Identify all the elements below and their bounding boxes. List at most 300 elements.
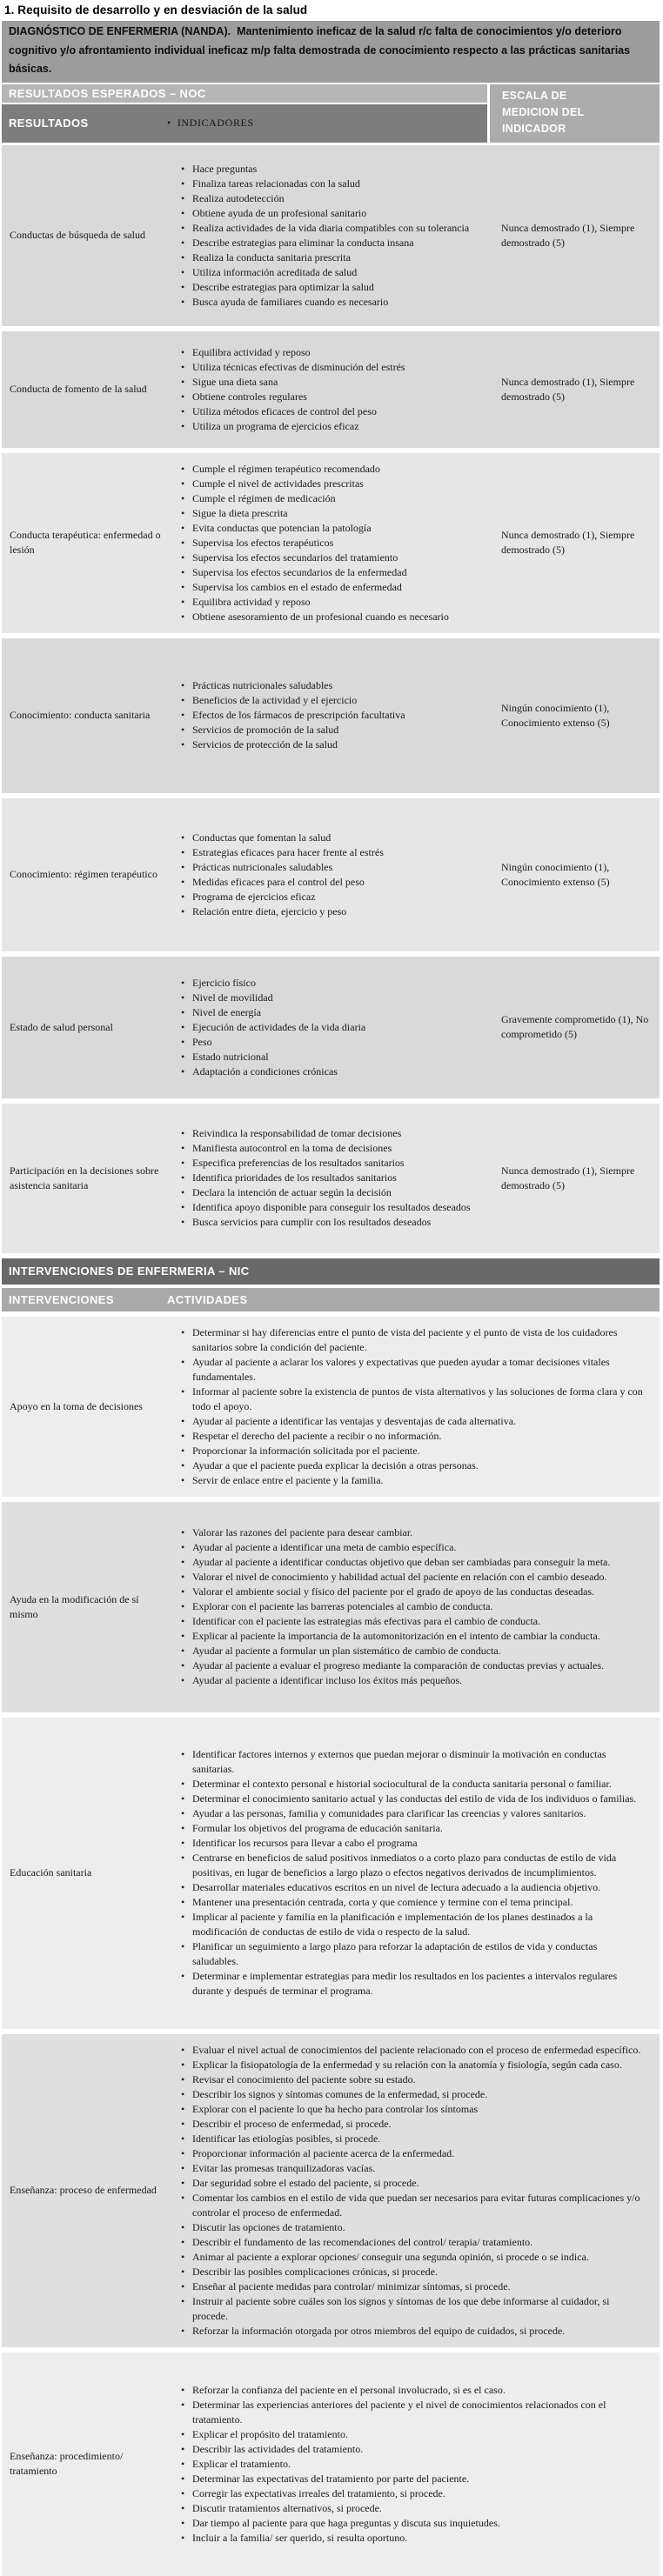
bullet-icon: • <box>181 2176 185 2189</box>
bullet-icon: • <box>181 595 185 608</box>
bullet-text: Centrarse en beneficios de salud positivos inmediatos o a corto plazo para conductas de estilo de vida positivas, en lugar de beneficios a largo plazo o efectos negativos derivados de incumplimientos. <box>192 1852 617 1879</box>
bullet-text: Describir el proceso de enfermedad, si procede. <box>192 2117 392 2130</box>
bullet-item <box>181 1525 644 1540</box>
scale-cell: Nunca demostrado (1), Siempre demostrado (5) <box>501 529 635 556</box>
bullet-text: Incluir a la familia/ ser querido, si resulta oportuno. <box>192 2531 408 2544</box>
bullet-icon: • <box>181 1881 185 1893</box>
bullet-text: Implicar al paciente y familia en la planificación e implementación de los planes destinados a la modificación de conductas de estilo de vida o respecto de la salud. <box>192 1911 593 1938</box>
bullet-item <box>181 250 474 265</box>
bullet-icon: • <box>181 580 185 593</box>
noc-row <box>2 1104 660 1253</box>
bullet-item <box>181 723 474 737</box>
bullet-icon: • <box>181 1970 185 1982</box>
bullet-text: Ayudar a las personas, familia y comunidades para clarificar las creencias y valores sanitarios. <box>192 1807 586 1819</box>
bullet-item <box>181 221 474 236</box>
bullet-icon: • <box>181 1142 185 1154</box>
bullet-icon: • <box>181 2265 185 2278</box>
bullet-item <box>181 875 474 890</box>
bullet-icon: • <box>181 477 185 490</box>
bullet-text: Conductas que fomentan la salud <box>192 831 332 844</box>
bullet-item <box>181 737 474 752</box>
bullet-item <box>181 2294 644 2324</box>
nanda-diagnosis-label: DIAGNÓSTICO DE ENFERMERIA (NANDA). <box>9 25 231 37</box>
nic-column-headers <box>2 1288 660 1311</box>
bullet-text: Realiza la conducta sanitaria prescrita <box>192 250 351 264</box>
bullet-item <box>181 1629 644 1644</box>
bullet-icon: • <box>181 221 185 234</box>
activities-cell <box>176 2034 660 2347</box>
bullet-text: Dar seguridad sobre el estado del paciente, si procede. <box>192 2176 419 2189</box>
bullet-item <box>181 2043 644 2058</box>
activities-cell <box>176 1317 660 1497</box>
bullet-icon: • <box>181 1035 185 1048</box>
bullet-icon: • <box>181 904 185 918</box>
bullet-text: Proporcionar la información solicitada por el paciente. <box>192 1444 420 1457</box>
bullet-icon: • <box>181 1940 185 1952</box>
bullet-text: Ejecución de actividades de la vida diaria <box>192 1020 366 1033</box>
bullet-item <box>181 2132 644 2146</box>
bullet-text: Identifica apoyo disponible para conseguir los resultados deseados <box>192 1201 471 1213</box>
bullet-icon: • <box>181 2501 185 2514</box>
bullet-icon: • <box>181 2058 185 2071</box>
bullet-text: Busca ayuda de familiares cuando es necesario <box>192 295 389 308</box>
noc-table-body <box>0 145 663 1253</box>
intervention-cell: Educación sanitaria <box>10 1866 92 1879</box>
bullet-icon: • <box>181 1556 185 1568</box>
bullet-icon: • <box>181 1050 185 1063</box>
bullet-text: Cumple el régimen terapéutico recomendado <box>192 462 380 475</box>
bullet-icon: • <box>181 1020 185 1033</box>
bullet-icon: • <box>181 1896 185 1908</box>
bullet-text: Manifiesta autocontrol en la toma de decisiones <box>192 1142 392 1154</box>
bullet-item <box>181 1747 644 1777</box>
bullet-text: Ayudar al paciente a evaluar el progreso mediante la comparación de conductas previas y actuales. <box>192 1659 605 1672</box>
bullet-item <box>181 1969 644 1999</box>
bullet-item <box>181 845 474 860</box>
bullet-item <box>181 1614 644 1629</box>
column-header-indicadores <box>167 117 254 130</box>
page-title: 1. Requisito de desarrollo y en desviación de la salud <box>4 3 308 17</box>
bullet-text: Enseñar al paciente medidas para controlar/ minimizar síntomas, si procede. <box>192 2279 511 2292</box>
indicators-cell <box>176 670 490 761</box>
bullet-item <box>181 491 474 506</box>
bullet-item <box>181 1005 474 1020</box>
activities-cell <box>176 1517 660 1697</box>
bullet-item <box>181 295 474 310</box>
noc-section-title: RESULTADOS ESPERADOS – NOC <box>2 84 487 103</box>
bullet-item <box>181 390 474 404</box>
bullet-text: Determinar e implementar estrategias para medir los resultados en los pacientes a intervalos regulares durante y después de terminar el programa. <box>192 1970 618 1997</box>
bullet-item <box>181 2531 644 2546</box>
bullet-item <box>181 280 474 295</box>
bullet-icon: • <box>181 709 185 721</box>
bullet-text: Ayudar al paciente a identificar las ventajas y desventajas de cada alternativa. <box>192 1414 517 1427</box>
bullet-text: Animar al paciente a explorar opciones/ conseguir una segunda opinión, si procede o se indica. <box>192 2250 589 2263</box>
bullet-item <box>181 1570 644 1585</box>
bullet-item <box>181 1171 474 1185</box>
bullet-icon: • <box>181 2279 185 2292</box>
bullet-icon: • <box>181 831 185 844</box>
bullet-item <box>181 2398 644 2427</box>
bullet-text: Corregir las expectativas irreales del tratamiento, si procede. <box>192 2486 445 2499</box>
bullet-icon: • <box>181 1630 185 1642</box>
bullet-icon: • <box>181 1216 185 1228</box>
bullet-text: Supervisa los cambios en el estado de enfermedad <box>192 580 402 593</box>
bullet-text: Explicar al paciente la importancia de la automonitorización en el intento de cambiar la conducta. <box>192 1630 600 1642</box>
bullet-icon: • <box>181 1541 185 1553</box>
bullet-text: Describe estrategias para eliminar la conducta insana <box>192 236 414 249</box>
bullet-icon: • <box>181 521 185 534</box>
bullet-text: Ayudar al paciente a identificar conductas objetivo que deban ser cambiadas para conseguir la meta. <box>192 1556 611 1568</box>
bullet-item <box>181 1050 474 1064</box>
bullet-item <box>181 693 474 708</box>
nic-row <box>2 1317 660 1497</box>
bullet-item <box>181 2161 644 2176</box>
bullet-item <box>181 2072 644 2087</box>
bullet-item <box>181 2265 644 2279</box>
bullet-icon: • <box>181 375 185 388</box>
bullet-icon: • <box>181 1778 185 1790</box>
bullet-text: Utiliza información acreditada de salud <box>192 265 358 278</box>
bullet-item <box>181 1325 644 1355</box>
bullet-item <box>181 162 474 177</box>
scale-cell: Ningún conocimiento (1), Conocimiento extenso (5) <box>501 860 610 888</box>
bullet-text: Equilibra actividad y reposo <box>192 595 311 608</box>
nanda-diagnosis-box <box>2 21 660 83</box>
bullet-item <box>181 2102 644 2117</box>
bullet-item <box>181 1385 644 1414</box>
bullet-text: Proporcionar información al paciente acerca de la enfermedad. <box>192 2146 455 2159</box>
activity-list <box>181 1747 644 1999</box>
bullet-item <box>181 177 474 191</box>
bullet-icon: • <box>181 1171 185 1184</box>
bullet-item <box>181 860 474 875</box>
indicator-list <box>181 1126 474 1230</box>
bullet-icon: • <box>181 2043 185 2056</box>
bullet-text: Explorar con el paciente las barreras potenciales al cambio de conducta. <box>192 1600 493 1612</box>
bullet-text: Informar al paciente sobre la existencia de puntos de vista alternativos y las soluciones de forma clara y con todo el apoyo. <box>192 1385 643 1412</box>
bullet-icon: • <box>181 2457 185 2470</box>
bullet-item <box>181 1035 474 1050</box>
bullet-icon: • <box>181 2427 185 2440</box>
bullet-text: Prácticas nutricionales saludables <box>192 679 333 691</box>
bullet-item <box>181 1444 644 1458</box>
bullet-item <box>181 708 474 723</box>
bullet-item <box>181 1792 644 1806</box>
bullet-icon: • <box>181 2132 185 2145</box>
bullet-text: Obtiene ayuda de un profesional sanitario <box>192 206 367 219</box>
bullet-icon: • <box>181 2516 185 2529</box>
bullet-item <box>181 1895 644 1910</box>
bullet-icon: • <box>181 390 185 403</box>
bullet-icon: • <box>181 845 185 858</box>
indicator-list <box>181 345 474 434</box>
bullet-text: Reforzar la información otorgada por otros miembros del equipo de cuidados, si procede. <box>192 2324 566 2337</box>
bullet-text: Prácticas nutricionales saludables <box>192 860 333 873</box>
bullet-item <box>181 580 474 595</box>
nic-row <box>2 2034 660 2347</box>
nanda-diagnosis-text: Mantenimiento ineficaz de la salud r/c falta de conocimientos y/o deterioro cognitivo y/o afrontamiento individual ineficaz m/p falta demostrada de conocimiento respecto a las prácticas sanitarias básicas. <box>9 25 631 75</box>
bullet-text: Supervisa los efectos secundarios de la enfermedad <box>192 565 407 578</box>
bullet-icon: • <box>181 1325 185 1338</box>
bullet-text: Evita conductas que potencian la patología <box>192 521 372 534</box>
bullet-item <box>181 1414 644 1429</box>
bullet-icon: • <box>181 360 185 373</box>
bullet-text: Respetar el derecho del paciente a recibir o no información. <box>192 1429 442 1442</box>
bullet-text: Determinar las expectativas del tratamiento por parte del paciente. <box>192 2472 470 2485</box>
indicators-cell <box>176 1118 490 1238</box>
bullet-item <box>181 678 474 693</box>
bullet-item <box>181 1540 644 1555</box>
bullet-text: Valorar el ambiente social y físico del paciente por el grado de apoyo de las conductas deseadas. <box>192 1585 595 1598</box>
bullet-item <box>181 1185 474 1200</box>
bullet-item <box>181 2442 644 2457</box>
bullet-item <box>181 506 474 521</box>
bullet-icon: • <box>181 976 185 989</box>
bullet-text: Ayudar al paciente a aclarar los valores y expectativas que pueden ayudar a tomar decisiones vitales fundamentales. <box>192 1355 610 1383</box>
bullet-item <box>181 1821 644 1836</box>
bullet-text: Sigue una dieta sana <box>192 375 278 388</box>
nic-row <box>2 2352 660 2576</box>
bullet-icon: • <box>181 1837 185 1849</box>
bullet-icon: • <box>181 536 185 549</box>
result-cell: Conducta de fomento de la salud <box>10 383 147 395</box>
bullet-text: Ayudar al paciente a identificar una meta de cambio específica. <box>192 1541 457 1553</box>
bullet-icon: • <box>181 2117 185 2130</box>
bullet-item <box>181 976 474 991</box>
bullet-item <box>181 1585 644 1599</box>
bullet-icon: • <box>181 610 185 623</box>
bullet-item <box>181 404 474 419</box>
bullet-text: Instruir al paciente sobre cuáles son los signos y síntomas de los que debe informarse al cuidador, si procede. <box>192 2294 610 2322</box>
noc-header <box>2 84 660 143</box>
bullet-item <box>181 1910 644 1939</box>
bullet-icon: • <box>181 1911 185 1923</box>
bullet-text: Medidas eficaces para el control del peso <box>192 875 365 888</box>
bullet-icon: • <box>181 2294 185 2307</box>
bullet-icon: • <box>181 1674 185 1686</box>
activities-cell <box>176 2374 660 2554</box>
bullet-text: Nivel de energía <box>192 1005 262 1018</box>
bullet-item <box>181 1141 474 1156</box>
bullet-item <box>181 904 474 919</box>
bullet-text: Equilibra actividad y reposo <box>192 345 311 358</box>
intervention-cell: Enseñanza: procedimiento/ tratamiento <box>10 2450 124 2477</box>
bullet-text: Explicar el tratamiento. <box>192 2457 291 2470</box>
bullet-text: Reforzar la confianza del paciente en el personal involucrado, si es el caso. <box>192 2383 506 2396</box>
bullet-text: Evitar las promesas tranquilizadoras vacías. <box>192 2161 376 2174</box>
bullet-item <box>181 2087 644 2102</box>
bullet-text: Describir el fundamento de las recomendaciones del control/ terapia/ tratamiento. <box>192 2235 533 2248</box>
indicators-cell <box>176 453 490 633</box>
bullet-item <box>181 1458 644 1473</box>
bullet-icon: • <box>181 2191 185 2204</box>
bullet-icon: • <box>181 345 185 358</box>
bullet-text: Supervisa los efectos secundarios del tratamiento <box>192 551 398 564</box>
bullet-text: Utiliza un programa de ejercicios eficaz <box>192 419 359 432</box>
bullet-text: Explicar la fisiopatología de la enfermedad y su relación con la anatomía y fisiología, según cada caso. <box>192 2058 622 2071</box>
bullet-text: Determinar si hay diferencias entre el punto de vista del paciente y el punto de vista de los cuidadores sanitarios sobre la condición del paciente. <box>192 1325 618 1353</box>
bullet-icon: • <box>181 1615 185 1627</box>
bullet-item <box>181 1064 474 1079</box>
noc-row <box>2 453 660 633</box>
bullet-icon: • <box>181 2235 185 2248</box>
scale-cell: Nunca demostrado (1), Siempre demostrado (5) <box>501 375 635 403</box>
bullet-item <box>181 2472 644 2486</box>
bullet-text: Valorar las razones del paciente para desear cambiar. <box>192 1526 413 1538</box>
bullet-item <box>181 1200 474 1215</box>
bullet-text: Utiliza técnicas efectivas de disminución del estrés <box>192 360 405 373</box>
column-header-actividades: ACTIVIDADES <box>167 1292 248 1306</box>
bullet-icon: • <box>181 1748 185 1760</box>
indicator-list <box>181 976 474 1079</box>
activity-list <box>181 2383 644 2546</box>
bullet-text: Servicios de protección de la salud <box>192 738 338 751</box>
nic-row <box>2 1718 660 2029</box>
bullet-item <box>181 1473 644 1488</box>
bullet-item <box>181 565 474 580</box>
bullet-text: Realiza autodetección <box>192 191 285 204</box>
bullet-text: Servir de enlace entre el paciente y la familia. <box>192 1473 384 1486</box>
bullet-text: Hace preguntas <box>192 162 258 175</box>
bullet-item <box>181 1806 644 1821</box>
bullet-icon: • <box>181 2072 185 2085</box>
bullet-text: Identificar con el paciente las estrategias más efectivas para el cambio de conducta. <box>192 1615 541 1627</box>
bullet-icon: • <box>181 2220 185 2233</box>
bullet-text: Cumple el nivel de actividades prescritas <box>192 477 364 490</box>
noc-row <box>2 638 660 793</box>
bullet-icon: • <box>181 419 185 432</box>
bullet-text: Cumple el régimen de medicación <box>192 491 336 504</box>
bullet-item <box>181 1836 644 1851</box>
bullet-text: Servicios de promoción de la salud <box>192 724 339 736</box>
bullet-text: Declara la intención de actuar según la decisión <box>192 1186 392 1198</box>
bullet-item <box>181 419 474 434</box>
bullet-icon: • <box>181 1201 185 1213</box>
noc-column-headers <box>2 104 487 143</box>
result-cell: Conocimiento: régimen terapéutico <box>10 868 157 880</box>
bullet-item <box>181 2191 644 2220</box>
bullet-icon: • <box>181 1822 185 1834</box>
bullet-icon: • <box>181 162 185 175</box>
bullet-text: Mantener una presentación centrada, corta y que comience y termine con el tema principal. <box>192 1896 573 1908</box>
intervention-cell: Enseñanza: proceso de enfermedad <box>10 2184 157 2196</box>
noc-row <box>2 798 660 951</box>
bullet-text: Determinar el contexto personal e historial sociocultural de la conducta sanitaria personal o familiar. <box>192 1778 612 1790</box>
bullet-text: Identifica prioridades de los resultados sanitarios <box>192 1171 397 1184</box>
document-page <box>0 3 663 2544</box>
indicators-cell <box>176 967 490 1088</box>
bullet-item <box>181 890 474 904</box>
bullet-icon: • <box>181 1792 185 1805</box>
bullet-text: Programa de ejercicios eficaz <box>192 890 316 903</box>
bullet-icon: • <box>181 1157 185 1169</box>
indicator-list <box>181 462 474 624</box>
bullet-icon: • <box>181 565 185 578</box>
bullet-item <box>181 521 474 536</box>
scale-cell: Nunca demostrado (1), Siempre demostrado (5) <box>501 221 635 249</box>
bullet-item <box>181 1777 644 1792</box>
bullet-item <box>181 1215 474 1230</box>
bullet-icon: • <box>181 679 185 691</box>
bullet-icon: • <box>181 1585 185 1598</box>
bullet-item <box>181 1156 474 1171</box>
scale-cell: Gravemente comprometido (1), No comprometido (5) <box>501 1013 649 1040</box>
bullet-icon: • <box>181 1127 185 1139</box>
column-header-intervenciones: INTERVENCIONES <box>9 1292 114 1306</box>
bullet-text: Comentar los cambios en el estilo de vida que puedan ser necesarios para evitar futuras complicaciones y/o controlar el proceso de enfermedad. <box>192 2191 640 2219</box>
result-cell: Conductas de búsqueda de salud <box>10 229 145 241</box>
bullet-text: Determinar el conocimiento sanitario actual y las conductas del estilo de vida de los individuos o familias. <box>192 1792 637 1805</box>
bullet-text: Obtiene asesoramiento de un profesional cuando es necesario <box>192 610 449 623</box>
bullet-icon: • <box>181 1005 185 1018</box>
bullet-text: Describir las posibles complicaciones crónicas, si procede. <box>192 2265 438 2278</box>
bullet-item <box>181 265 474 280</box>
bullet-text: Discutir las opciones de tratamiento. <box>192 2220 345 2233</box>
bullet-item <box>181 551 474 565</box>
bullet-icon: • <box>181 1852 185 1864</box>
bullet-text: Reivindica la responsabilidad de tomar decisiones <box>192 1127 402 1139</box>
bullet-text: Peso <box>192 1035 212 1048</box>
bullet-text: Identificar las etiologías posibles, si procede. <box>192 2132 381 2145</box>
bullet-text: Identificar factores internos y externos que puedan mejorar o disminuir la motivación en conductas sanitarias. <box>192 1748 606 1775</box>
noc-row <box>2 145 660 326</box>
bullet-item <box>181 2516 644 2531</box>
bullet-icon: • <box>181 2161 185 2174</box>
activity-list <box>181 2043 644 2339</box>
bullet-text: Explicar el propósito del tratamiento. <box>192 2427 348 2440</box>
bullet-text: Ejercicio físico <box>192 976 256 989</box>
bullet-text: Estado nutricional <box>192 1050 269 1063</box>
bullet-icon: • <box>181 2398 185 2411</box>
bullet-text: Desarrollar materiales educativos escritos en un nivel de lectura adecuado a la audiencia objetivo. <box>192 1881 601 1893</box>
bullet-item <box>181 477 474 491</box>
bullet-item <box>181 2457 644 2472</box>
bullet-icon: • <box>181 265 185 278</box>
intervention-cell: Apoyo en la toma de decisiones <box>10 1399 143 1412</box>
result-cell: Estado de salud personal <box>10 1020 113 1033</box>
bullet-icon: • <box>181 738 185 751</box>
bullet-text: Describir las actividades del tratamiento. <box>192 2442 364 2455</box>
result-cell: Conducta terapéutica: enfermedad o lesión <box>10 529 161 556</box>
nic-section-title: INTERVENCIONES DE ENFERMERIA – NIC <box>2 1258 660 1285</box>
bullet-text: Determinar las experiencias anteriores del paciente y el nivel de conocimientos relacionados con el tratamiento. <box>192 2398 606 2426</box>
bullet-icon: • <box>181 2383 185 2396</box>
bullet-icon: • <box>181 295 185 308</box>
bullet-icon: • <box>181 462 185 475</box>
bullet-text: Explorar con el paciente lo que ha hecho para controlar los síntomas <box>192 2102 479 2115</box>
bullet-text: Relación entre dieta, ejercicio y peso <box>192 904 347 918</box>
bullet-item <box>181 345 474 360</box>
bullet-item <box>181 2383 644 2398</box>
bullet-text: Utiliza métodos eficaces de control del peso <box>192 404 377 417</box>
bullet-icon: • <box>181 250 185 264</box>
bullet-item <box>181 2146 644 2161</box>
bullet-item <box>181 1939 644 1969</box>
bullet-item <box>181 375 474 390</box>
bullet-text: Dar tiempo al paciente para que haga preguntas y discuta sus inquietudes. <box>192 2516 500 2529</box>
bullet-text: Planificar un seguimiento a largo plazo para reforzar la adaptación de estilos de vida y conductas saludables. <box>192 1940 598 1967</box>
bullet-item <box>181 462 474 477</box>
noc-row <box>2 957 660 1098</box>
bullet-text: Revisar el conocimiento del paciente sobre su estado. <box>192 2072 416 2085</box>
indicators-cell <box>176 337 490 443</box>
scale-cell: Ningún conocimiento (1), Conocimiento extenso (5) <box>501 701 610 729</box>
bullet-text: Ayudar a que el paciente pueda explicar la decisión a otras personas. <box>192 1458 479 1472</box>
bullet-text: Nivel de movilidad <box>192 991 273 1004</box>
bullet-icon: • <box>181 1414 185 1427</box>
bullet-item <box>181 1126 474 1141</box>
